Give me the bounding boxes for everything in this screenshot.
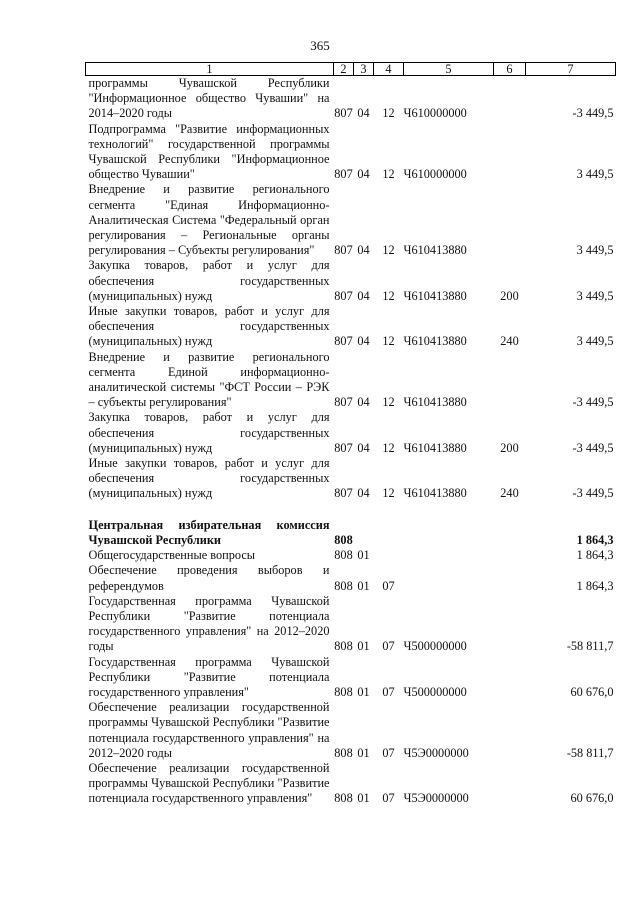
cell-subsection: 07 <box>382 578 395 593</box>
cell-ministry: 808 <box>334 532 353 547</box>
cell-target-article: Ч610413880 <box>403 243 467 258</box>
table-row <box>86 518 616 548</box>
cell-amount: -3 449,5 <box>572 106 614 121</box>
header-col-1: 1 <box>86 63 334 76</box>
cell-name: Внедрение и развитие регионального сегмента "Единая Информационно-Аналитическая Система "Федеральный орган регулирования – Региональные органы регулирования – Субъекты регулирования" <box>88 182 330 258</box>
header-col-5: 5 <box>404 63 494 76</box>
cell-section: 04 <box>357 486 370 501</box>
table-row <box>86 456 616 502</box>
cell-subsection: 07 <box>382 684 395 699</box>
cell-subsection: 12 <box>382 440 395 455</box>
cell-target-article <box>404 518 494 548</box>
spacer-row <box>86 502 616 518</box>
cell-target-article: Ч610413880 <box>403 395 467 410</box>
cell-ministry: 808 <box>334 578 353 593</box>
cell-section <box>354 518 374 548</box>
cell-section: 01 <box>357 745 370 760</box>
cell-subsection <box>374 548 404 563</box>
table-row <box>86 350 616 411</box>
cell-section: 01 <box>357 548 370 563</box>
cell-ministry: 807 <box>334 440 353 455</box>
cell-expense-type <box>494 518 526 548</box>
header-col-6: 6 <box>494 63 526 76</box>
cell-name: Подпрограмма "Развитие информационных технологий" государственной программы Чувашской Республики "Информационное общество Чувашии" <box>88 121 330 182</box>
cell-target-article: Ч610413880 <box>403 334 467 349</box>
cell-expense-type <box>494 548 526 563</box>
cell-amount: 3 449,5 <box>576 167 614 182</box>
cell-subsection: 12 <box>382 334 395 349</box>
page-number: 365 <box>310 38 330 53</box>
cell-name: Обеспечение проведения выборов и референдумов <box>88 563 330 593</box>
cell-ministry: 808 <box>334 791 353 806</box>
table-row <box>86 182 616 258</box>
cell-target-article <box>404 548 494 563</box>
cell-section: 01 <box>357 639 370 654</box>
cell-subsection <box>374 518 404 548</box>
cell-ministry: 807 <box>334 243 353 258</box>
cell-name: Иные закупки товаров, работ и услуг для обеспечения государственных (муниципальных) нужд <box>88 456 330 501</box>
cell-target-article: Ч610413880 <box>403 288 467 303</box>
table-row <box>86 304 616 350</box>
cell-subsection: 12 <box>382 486 395 501</box>
cell-subsection: 07 <box>382 791 395 806</box>
cell-section: 04 <box>357 334 370 349</box>
cell-amount: 3 449,5 <box>576 243 614 258</box>
cell-target-article: Ч610413880 <box>403 486 467 501</box>
cell-amount: -3 449,5 <box>572 486 614 501</box>
cell-name: программы Чувашской Республики "Информационное общество Чувашии" на 2014–2020 годы <box>88 76 330 121</box>
cell-ministry: 808 <box>334 684 353 699</box>
cell-name: Закупка товаров, работ и услуг для обеспечения государственных (муниципальных) нужд <box>88 410 330 455</box>
cell-ministry: 808 <box>334 639 353 654</box>
cell-subsection: 12 <box>382 288 395 303</box>
cell-expense-type <box>494 594 526 655</box>
table-row <box>86 76 616 122</box>
cell-subsection: 12 <box>382 395 395 410</box>
cell-amount: 60 676,0 <box>570 791 614 806</box>
cell-target-article: Ч610000000 <box>403 167 467 182</box>
table-row <box>86 594 616 655</box>
cell-section: 04 <box>357 167 370 182</box>
cell-ministry: 807 <box>334 395 353 410</box>
cell-amount: 1 864,3 <box>576 548 614 563</box>
table-row <box>86 410 616 456</box>
cell-ministry: 807 <box>334 486 353 501</box>
cell-section: 01 <box>357 578 370 593</box>
cell-section: 04 <box>357 395 370 410</box>
cell-section: 01 <box>357 684 370 699</box>
cell-name: Центральная избирательная комиссия Чувашской Республики <box>88 517 330 547</box>
budget-table <box>85 62 616 807</box>
table-row <box>86 548 616 563</box>
cell-expense-type <box>494 122 526 183</box>
cell-section: 04 <box>357 243 370 258</box>
header-row <box>86 63 616 76</box>
cell-expense-type: 240 <box>500 334 519 349</box>
table-row <box>86 258 616 304</box>
cell-section: 04 <box>357 288 370 303</box>
cell-target-article: Ч610413880 <box>403 440 467 455</box>
cell-expense-type: 200 <box>500 440 519 455</box>
table-row <box>86 700 616 761</box>
cell-name: Внедрение и развитие регионального сегмента Единой информационно-аналитической системы "ФСТ России – РЭК – субъекты регулирования" <box>88 349 330 410</box>
cell-name: Государственная программа Чувашской Республики "Развитие потенциала государственного управления" <box>88 654 330 699</box>
table-header <box>86 63 616 76</box>
cell-ministry: 807 <box>334 334 353 349</box>
cell-section: 04 <box>357 106 370 121</box>
cell-name: Обеспечение реализации государственной программы Чувашской Республики "Развитие потенциала государственного управления" <box>88 760 330 806</box>
cell-ministry: 807 <box>334 167 353 182</box>
cell-expense-type <box>494 182 526 258</box>
cell-target-article: Ч500000000 <box>403 684 467 699</box>
cell-amount: -3 449,5 <box>572 395 614 410</box>
header-col-2: 2 <box>334 63 354 76</box>
cell-ministry: 807 <box>334 106 353 121</box>
cell-target-article <box>404 563 494 593</box>
cell-name: Обеспечение реализации государственной программы Чувашской Республики "Развитие потенциала государственного управления" на 2012–2020 годы <box>88 700 330 760</box>
cell-target-article: Ч610000000 <box>403 106 467 121</box>
cell-amount: -58 811,7 <box>566 745 614 760</box>
cell-subsection: 12 <box>382 243 395 258</box>
header-col-4: 4 <box>374 63 404 76</box>
header-col-3: 3 <box>354 63 374 76</box>
cell-amount: -58 811,7 <box>566 639 614 654</box>
cell-expense-type: 240 <box>500 486 519 501</box>
header-col-7: 7 <box>526 63 616 76</box>
cell-amount: 60 676,0 <box>570 684 614 699</box>
cell-amount: 1 864,3 <box>576 532 614 547</box>
cell-amount: -3 449,5 <box>572 440 614 455</box>
cell-ministry: 808 <box>334 745 353 760</box>
cell-name: Общегосударственные вопросы <box>88 548 256 563</box>
table-row <box>86 655 616 701</box>
cell-section: 01 <box>357 791 370 806</box>
cell-expense-type <box>494 76 526 122</box>
cell-subsection: 12 <box>382 106 395 121</box>
cell-ministry: 807 <box>334 288 353 303</box>
cell-ministry: 808 <box>334 548 353 563</box>
cell-amount: 1 864,3 <box>576 578 614 593</box>
cell-expense-type <box>494 700 526 761</box>
table-row <box>86 563 616 593</box>
cell-subsection: 12 <box>382 167 395 182</box>
cell-expense-type: 200 <box>500 288 519 303</box>
cell-target-article: Ч5Э0000000 <box>403 745 469 760</box>
cell-name: Государственная программа Чувашской Республики "Развитие потенциала государственного управления" на 2012–2020 годы <box>88 593 330 654</box>
cell-expense-type <box>494 761 526 807</box>
table-row <box>86 122 616 183</box>
cell-target-article: Ч500000000 <box>403 639 467 654</box>
cell-amount: 3 449,5 <box>576 288 614 303</box>
cell-expense-type <box>494 563 526 593</box>
table-body <box>86 76 616 807</box>
cell-expense-type <box>494 655 526 701</box>
cell-subsection: 07 <box>382 639 395 654</box>
cell-expense-type <box>494 350 526 411</box>
cell-section: 04 <box>357 440 370 455</box>
table-row <box>86 761 616 807</box>
cell-name: Закупка товаров, работ и услуг для обеспечения государственных (муниципальных) нужд <box>88 258 330 303</box>
cell-subsection: 07 <box>382 745 395 760</box>
cell-name: Иные закупки товаров, работ и услуг для обеспечения государственных (муниципальных) нужд <box>88 304 330 349</box>
cell-target-article: Ч5Э0000000 <box>403 791 469 806</box>
cell-amount: 3 449,5 <box>576 334 614 349</box>
